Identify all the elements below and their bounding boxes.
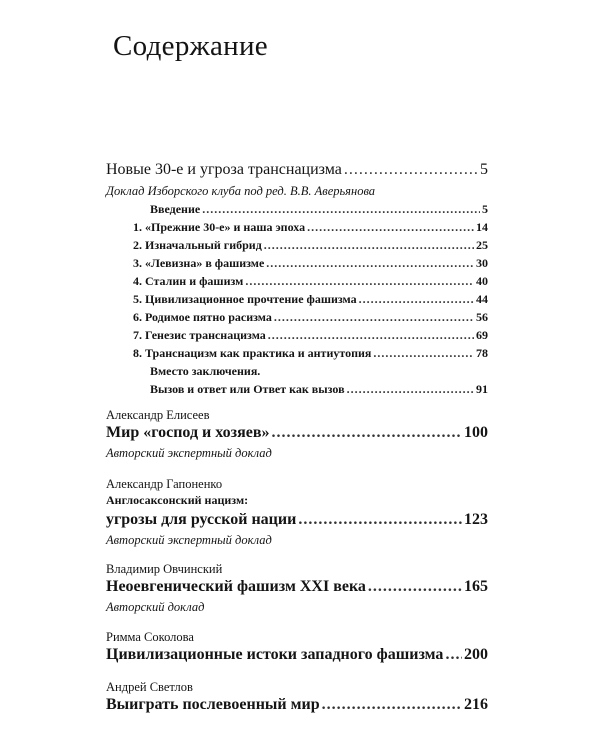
toc-entry-title: 6. Родимое пятно расизма xyxy=(133,310,272,324)
toc-entry-page: 216 xyxy=(464,696,488,713)
toc-leader-dots xyxy=(359,292,474,307)
toc-entry-title: Вызов и ответ или Ответ как вызов xyxy=(150,382,345,396)
toc-entry-chapter-4[interactable] xyxy=(133,274,488,289)
toc-leader-dots xyxy=(266,256,474,271)
page-title: Содержание xyxy=(113,30,268,62)
toc-entry-section1[interactable] xyxy=(106,161,488,179)
author-name: Александр Елисеев xyxy=(106,408,210,422)
toc-entry-page: 40 xyxy=(476,274,488,288)
article-note: Авторский экспертный доклад xyxy=(106,446,272,460)
toc-entry-title: Введение xyxy=(150,202,201,216)
toc-entry-chapter-1[interactable] xyxy=(133,220,488,235)
toc-entry-title: Неоевгенический фашизм XXI века xyxy=(106,578,366,595)
toc-leader-dots xyxy=(245,274,474,289)
toc-entry-conclusion[interactable] xyxy=(150,382,488,397)
toc-leader-dots xyxy=(307,220,474,235)
toc-entry-page: 56 xyxy=(476,310,488,324)
toc-entry-page: 91 xyxy=(476,382,488,396)
toc-entry-chapter-3[interactable] xyxy=(133,256,488,271)
toc-leader-dots xyxy=(322,696,462,714)
toc-leader-dots xyxy=(368,578,462,596)
toc-entry-chapter-5[interactable] xyxy=(133,292,488,307)
author-name: Александр Гапоненко xyxy=(106,477,223,491)
toc-leader-dots xyxy=(264,238,474,253)
toc-entry-title: 2. Изначальный гибрид xyxy=(133,238,262,252)
toc-entry-article-4[interactable] xyxy=(106,646,488,664)
toc-entry-page: 25 xyxy=(476,238,488,252)
article-note: Авторский доклад xyxy=(106,600,205,614)
author-name: Андрей Светлов xyxy=(106,680,193,694)
toc-entry-title: 3. «Левизна» в фашизме xyxy=(133,256,265,270)
toc-entry-page: 165 xyxy=(464,578,488,595)
toc-entry-title: Мир «господ и хозяев» xyxy=(106,424,270,441)
toc-entry-article-5[interactable] xyxy=(106,696,488,714)
section-subtitle: Доклад Изборского клуба под ред. В.В. Аверьянова xyxy=(106,184,376,198)
toc-entry-article-3[interactable] xyxy=(106,578,488,596)
article-title-line1: Англосаксонский нацизм: xyxy=(106,493,249,507)
toc-leader-dots xyxy=(347,382,474,397)
toc-entry-title: Цивилизационные истоки западного фашизма xyxy=(106,646,444,663)
toc-entry-page: 14 xyxy=(476,220,488,234)
toc-entry-title: 1. «Прежние 30-е» и наша эпоха xyxy=(133,220,306,234)
toc-entry-page: 100 xyxy=(464,424,488,441)
toc-entry-page: 200 xyxy=(464,646,488,663)
toc-entry-title: 5. Цивилизационное прочтение фашизма xyxy=(133,292,357,306)
toc-entry-chapter-7[interactable] xyxy=(133,328,488,343)
author-name: Владимир Овчинский xyxy=(106,562,223,576)
toc-entry-title: 7. Генезис транснацизма xyxy=(133,328,266,342)
article-note: Авторский экспертный доклад xyxy=(106,533,272,547)
toc-leader-dots xyxy=(344,161,478,179)
toc-entry-intro[interactable] xyxy=(150,202,488,217)
toc-leader-dots xyxy=(373,346,474,361)
toc-entry-page: 5 xyxy=(480,161,488,178)
toc-entry-page: 44 xyxy=(476,292,488,306)
toc-entry-chapter-2[interactable] xyxy=(133,238,488,253)
toc-leader-dots xyxy=(268,328,474,343)
author-name: Римма Соколова xyxy=(106,630,194,644)
toc-entry-article-1[interactable] xyxy=(106,424,488,442)
toc-entry-page: 78 xyxy=(476,346,488,360)
toc-entry-title: Выиграть послевоенный мир xyxy=(106,696,320,713)
toc-leader-dots xyxy=(445,646,462,664)
toc-entry-chapter-8[interactable] xyxy=(133,346,488,361)
toc-entry-page: 30 xyxy=(476,256,488,270)
toc-entry-title: 4. Сталин и фашизм xyxy=(133,274,244,288)
toc-entry-chapter-6[interactable] xyxy=(133,310,488,325)
toc-entry-article-2[interactable] xyxy=(106,511,488,529)
toc-entry-page: 123 xyxy=(464,511,488,528)
toc-leader-dots xyxy=(298,511,462,529)
toc-entry-title: Новые 30-е и угроза транснацизма xyxy=(106,161,342,178)
toc-entry-page: 69 xyxy=(476,328,488,342)
toc-entry-title: 8. Транснацизм как практика и антиутопия xyxy=(133,346,372,360)
toc-conclusion-heading: Вместо заключения. xyxy=(150,364,261,378)
toc-leader-dots xyxy=(274,310,474,325)
toc-entry-title: угрозы для русской нации xyxy=(106,511,297,528)
toc-entry-page: 5 xyxy=(482,202,488,216)
toc-leader-dots xyxy=(271,424,462,442)
toc-leader-dots xyxy=(202,202,480,217)
